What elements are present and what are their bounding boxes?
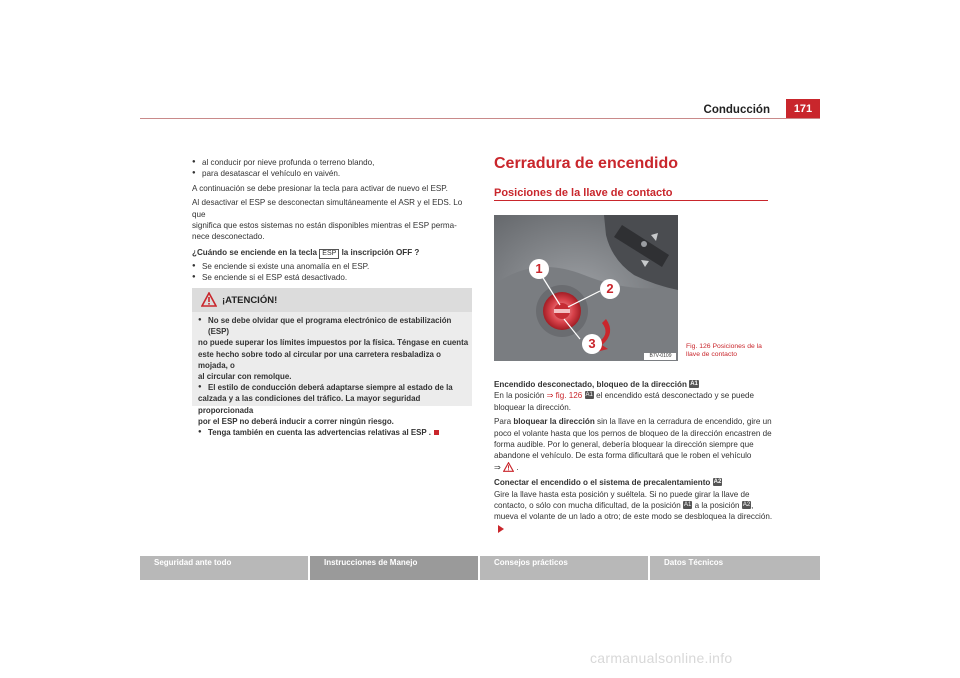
left-column (192, 157, 474, 284)
figure-code: B7V-0109 (649, 353, 672, 359)
position-1-heading: Encendido desconectado, bloqueo de la dirección A1 (494, 380, 698, 389)
section-end-icon (434, 430, 439, 435)
subsection-title: Posiciones de la llave de contacto (494, 187, 673, 199)
warning-triangle-icon (201, 292, 217, 307)
page-number: 171 (786, 99, 820, 119)
tab-instrucciones[interactable]: Instrucciones de Manejo (310, 556, 478, 580)
right-body: Encendido desconectado, bloqueo de la dirección A1 En la posición ⇒ fig. 126 A1 el encendido está desconectado y se puede bloquear la dirección. Para bloquear la dirección sin la llave en la cerradura de encendido, gire un poco el volante hasta que los pernos de bloqueo de la dirección encastren de forma audible. Por lo general, debería bloquear la dirección siempre que abandone el vehículo. De esta forma dificultará que le roben el vehículo ⇒ . Conectar el encendido o el sistema de precalentamiento A2 Gire la llave hasta esta posición y suéltela. Si no puede girar la llave de contacto, o sólo con mucha dificultad, de la posición A1 a la posición A2, mueva el volante de un lado a otro; de este modo se desbloquea la dirección. (494, 379, 780, 534)
position-a2-marker: A2 (742, 502, 751, 509)
paragraph-reactivate: A continuación se debe presionar la tecla para activar de nuevo el ESP. (192, 183, 448, 193)
running-header-title: Conducción (703, 104, 770, 116)
warning-box (192, 288, 472, 438)
list-item: ● para desatascar el vehículo en vaivén. (192, 168, 474, 179)
figure-caption: Fig. 126 Posiciones de la llave de contacto (686, 343, 762, 358)
footer-nav (140, 556, 820, 580)
subsection-rule (494, 200, 768, 201)
paragraph-asr-eds: Al desactivar el ESP se desconectan simultáneamente el ASR y el EDS. Lo que significa que estos sistemas no están disponibles mientras el ESP perma- nece desconectado. (192, 198, 463, 242)
tab-datos-tecnicos[interactable]: Datos Técnicos (650, 556, 820, 580)
position-a1-marker: A1 (683, 502, 692, 509)
warning-item: ● El estilo de conducción deberá adaptarse siempre al estado de la (198, 382, 470, 393)
warning-item: ● Tenga también en cuenta las advertencias relativas al ESP . (198, 427, 470, 438)
warning-body: ● No se debe olvidar que el programa electrónico de estabilización (ESP) no puede superar los límites impuestos por la física. Téngase en cuenta este hecho sobre todo al circular por una carretera resbaladiza o mojada, o al circular con remolque. ● El estilo de conducción deberá adaptarse siempre al estado de la calzada y a las condiciones del tráfico. La mayor seguridad proporcionada por el ESP no deberá inducir a correr ningún riesgo. ● Tenga también en cuenta las advertencias relativas al ESP . (198, 315, 470, 438)
figure-label-2: 2 (600, 279, 620, 299)
warning-header (192, 288, 472, 312)
question-heading: ¿Cuándo se enciende en la tecla ESP la inscripción OFF ? (192, 247, 420, 257)
position-a2-marker: A2 (713, 479, 722, 486)
figure-label-3: 3 (582, 334, 602, 354)
figure-label-1: 1 (529, 259, 549, 279)
position-2-heading: Conectar el encendido o el sistema de precalentamiento A2 (494, 478, 722, 488)
position-a1-marker: A1 (690, 381, 698, 387)
list-item: ● Se enciende si existe una anomalía en el ESP. (192, 261, 474, 272)
watermark: carmanualsonline.info (590, 650, 733, 666)
figure-126-link[interactable]: ⇒ fig. 126 (546, 391, 583, 401)
warning-title: ¡ATENCIÓN! (222, 295, 278, 306)
warning-link-arrow[interactable]: ⇒ (494, 462, 501, 472)
position-a1-marker: A1 (585, 392, 593, 399)
list-item: ● al conducir por nieve profunda o terreno blando, (192, 157, 474, 168)
continue-arrow-icon[interactable] (498, 525, 504, 533)
warning-triangle-icon[interactable] (503, 462, 514, 472)
section-title: Cerradura de encendido (494, 155, 679, 172)
list-item: ● Se enciende si el ESP está desactivado. (192, 272, 474, 283)
esp-key-symbol: ESP (319, 249, 339, 259)
tab-seguridad[interactable]: Seguridad ante todo (140, 556, 308, 580)
header-rule (140, 118, 820, 119)
ignition-lock-photo (494, 215, 678, 361)
tab-consejos[interactable]: Consejos prácticos (480, 556, 648, 580)
warning-item: ● No se debe olvidar que el programa electrónico de estabilización (ESP) (198, 315, 470, 337)
